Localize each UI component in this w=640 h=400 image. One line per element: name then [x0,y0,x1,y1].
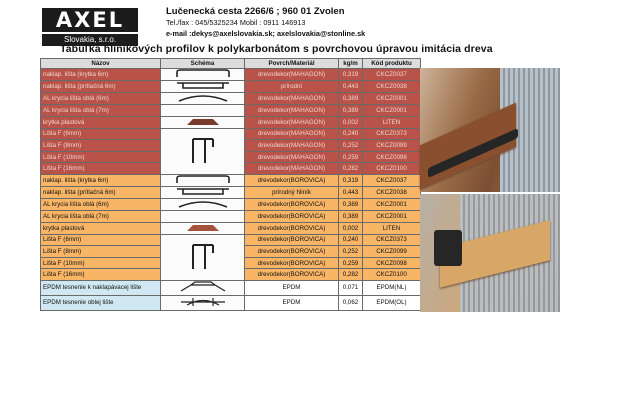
row-code: CKCZ0001 [363,210,421,222]
header-material: Povrch/Materiál [245,59,339,69]
row-name: krytka plastová [41,222,161,234]
row-kg: 0,389 [339,105,363,117]
row-kg: 0,002 [339,116,363,128]
row-kg: 0,319 [339,174,363,186]
logo-brand: AXEL [42,8,138,32]
row-code: CKCZ0099 [363,246,421,258]
profile-round-schema-icon [161,93,245,105]
row-material: drevodekor(MAHAGON) [245,93,339,105]
table-row [41,280,421,295]
mahagon-profile-photo [420,68,560,192]
header-name: Názov [41,59,161,69]
profile-f-schema-icon [161,128,245,174]
row-kg: 0,259 [339,151,363,163]
row-material: EPDM [245,280,339,295]
row-material: drevodekor(BOROVICA) [245,257,339,269]
row-name: krytka plastová [41,116,161,128]
row-kg: 0,389 [339,93,363,105]
row-material: drevodekor(MAHAGON) [245,105,339,117]
row-code: CKCZ0001 [363,105,421,117]
row-kg: 0,071 [339,280,363,295]
row-material: drevodekor(MAHAGON) [245,69,339,81]
row-kg: 0,252 [339,246,363,258]
table-row [41,198,421,210]
profile-round-schema-icon [161,198,245,210]
row-kg: 0,240 [339,128,363,140]
epdm-round-seal-schema-icon [161,295,245,310]
row-kg: 0,240 [339,234,363,246]
row-material: drevodekor(MAHAGON) [245,140,339,152]
row-code: CKCZ0037 [363,69,421,81]
row-name: naklap. lišta (krytka 6m) [41,69,161,81]
table-row [41,116,421,128]
row-material: drevodekor(BOROVICA) [245,246,339,258]
row-material: drevodekor(BOROVICA) [245,174,339,186]
row-code: CKCZ0100 [363,163,421,175]
address: Lučenecká cesta 2266/6 ; 960 01 Zvolen [166,6,345,17]
row-material: prírodný hliník [245,186,339,198]
row-name: naklap. lišta (prítlačná 6m) [41,81,161,93]
row-material: drevodekor(BOROVICA) [245,234,339,246]
row-material: prírodní [245,81,339,93]
row-code: CKCZ0098 [363,151,421,163]
table-row [41,105,421,117]
row-name: EPDM tesnenie oblej lište [41,295,161,310]
row-material: EPDM [245,295,339,310]
table-row [41,81,421,93]
header-schema: Schéma [161,59,245,69]
row-kg: 0,389 [339,210,363,222]
rubber-seal [434,230,462,266]
row-code: CKCZ0037 [363,174,421,186]
profile-f-schema-icon [161,234,245,280]
row-kg: 0,259 [339,257,363,269]
profile-base-schema-icon [161,186,245,198]
row-material: drevodekor(BOROVICA) [245,222,339,234]
row-name: Lišta F (16mm) [41,269,161,281]
row-code: CKCZ0001 [363,93,421,105]
profile-cover-schema-icon [161,174,245,186]
row-kg: 0,319 [339,69,363,81]
table-row [41,234,421,246]
row-material: drevodekor(MAHAGON) [245,163,339,175]
row-material: drevodekor(MAHAGON) [245,116,339,128]
row-code: EPDM(NL) [363,280,421,295]
table-header-row [41,59,421,69]
row-kg: 0,443 [339,186,363,198]
row-code: LITEN [363,222,421,234]
row-name: Lišta F (6mm) [41,128,161,140]
row-kg: 0,389 [339,198,363,210]
profile-cover-schema-icon [161,69,245,81]
row-name: Lišta F (10mm) [41,257,161,269]
plastic-cap-schema-icon [161,116,245,128]
row-name: AL krycia lišta oblá (6m) [41,93,161,105]
plastic-cap-schema-icon [161,222,245,234]
row-kg: 0,062 [339,295,363,310]
row-code: CKCZ0038 [363,81,421,93]
row-name: Lišta F (16mm) [41,163,161,175]
table-row [41,69,421,81]
header-code: Kód produktu [363,59,421,69]
logo-subtitle: Slovakia, s.r.o. [42,34,138,46]
page-title: Tabuľka hliníkových profilov k polykarbonátom s povrchovou úpravou imitácia dreva [60,43,493,55]
row-code: CKCZ0373 [363,234,421,246]
row-name: AL krycia lišta oblá (7m) [41,210,161,222]
row-code: CKCZ0038 [363,186,421,198]
row-material: drevodekor(BOROVICA) [245,269,339,281]
table-row [41,174,421,186]
epdm-seal-schema-icon [161,280,245,295]
row-material: drevodekor(BOROVICA) [245,210,339,222]
table-row [41,295,421,310]
empty-schema [161,105,245,117]
row-code: CKCZ0100 [363,269,421,281]
table-row [41,128,421,140]
row-kg: 0,443 [339,81,363,93]
row-kg: 0,282 [339,269,363,281]
table-row [41,210,421,222]
row-material: drevodekor(BOROVICA) [245,198,339,210]
contact-block [166,6,365,39]
company-logo [42,8,138,46]
borovica-profile-photo [420,194,560,312]
table-row [41,222,421,234]
row-code: LITEN [363,116,421,128]
row-name: AL krycia lišta oblá (7m) [41,105,161,117]
empty-schema [161,210,245,222]
row-name: naklap. lišta (krytka 6m) [41,174,161,186]
row-code: CKCZ0373 [363,128,421,140]
profile-base-schema-icon [161,81,245,93]
row-name: Lišta F (8mm) [41,140,161,152]
phone: Tel./fax : 045/5325234 Mobil : 0911 146913 [166,18,306,27]
row-code: CKCZ0099 [363,140,421,152]
email: e-mail :dekys@axelslovakia.sk; axelslovakia@stonline.sk [166,28,366,38]
table-row [41,93,421,105]
row-name: AL krycia lišta oblá (6m) [41,198,161,210]
table-row [41,186,421,198]
row-name: naklap. lišta (prítlačná 6m) [41,186,161,198]
row-material: drevodekor(MAHAGON) [245,151,339,163]
row-code: CKCZ0098 [363,257,421,269]
row-name: Lišta F (10mm) [41,151,161,163]
row-code: EPDM(OL) [363,295,421,310]
row-name: Lišta F (6mm) [41,234,161,246]
row-name: Lišta F (8mm) [41,246,161,258]
header-kg: kg/m [339,59,363,69]
row-code: CKCZ0001 [363,198,421,210]
profile-table [40,58,421,311]
row-kg: 0,282 [339,163,363,175]
row-name: EPDM tesnenie k naklapávacej lište [41,280,161,295]
row-material: drevodekor(MAHAGON) [245,128,339,140]
row-kg: 0,252 [339,140,363,152]
row-kg: 0,002 [339,222,363,234]
